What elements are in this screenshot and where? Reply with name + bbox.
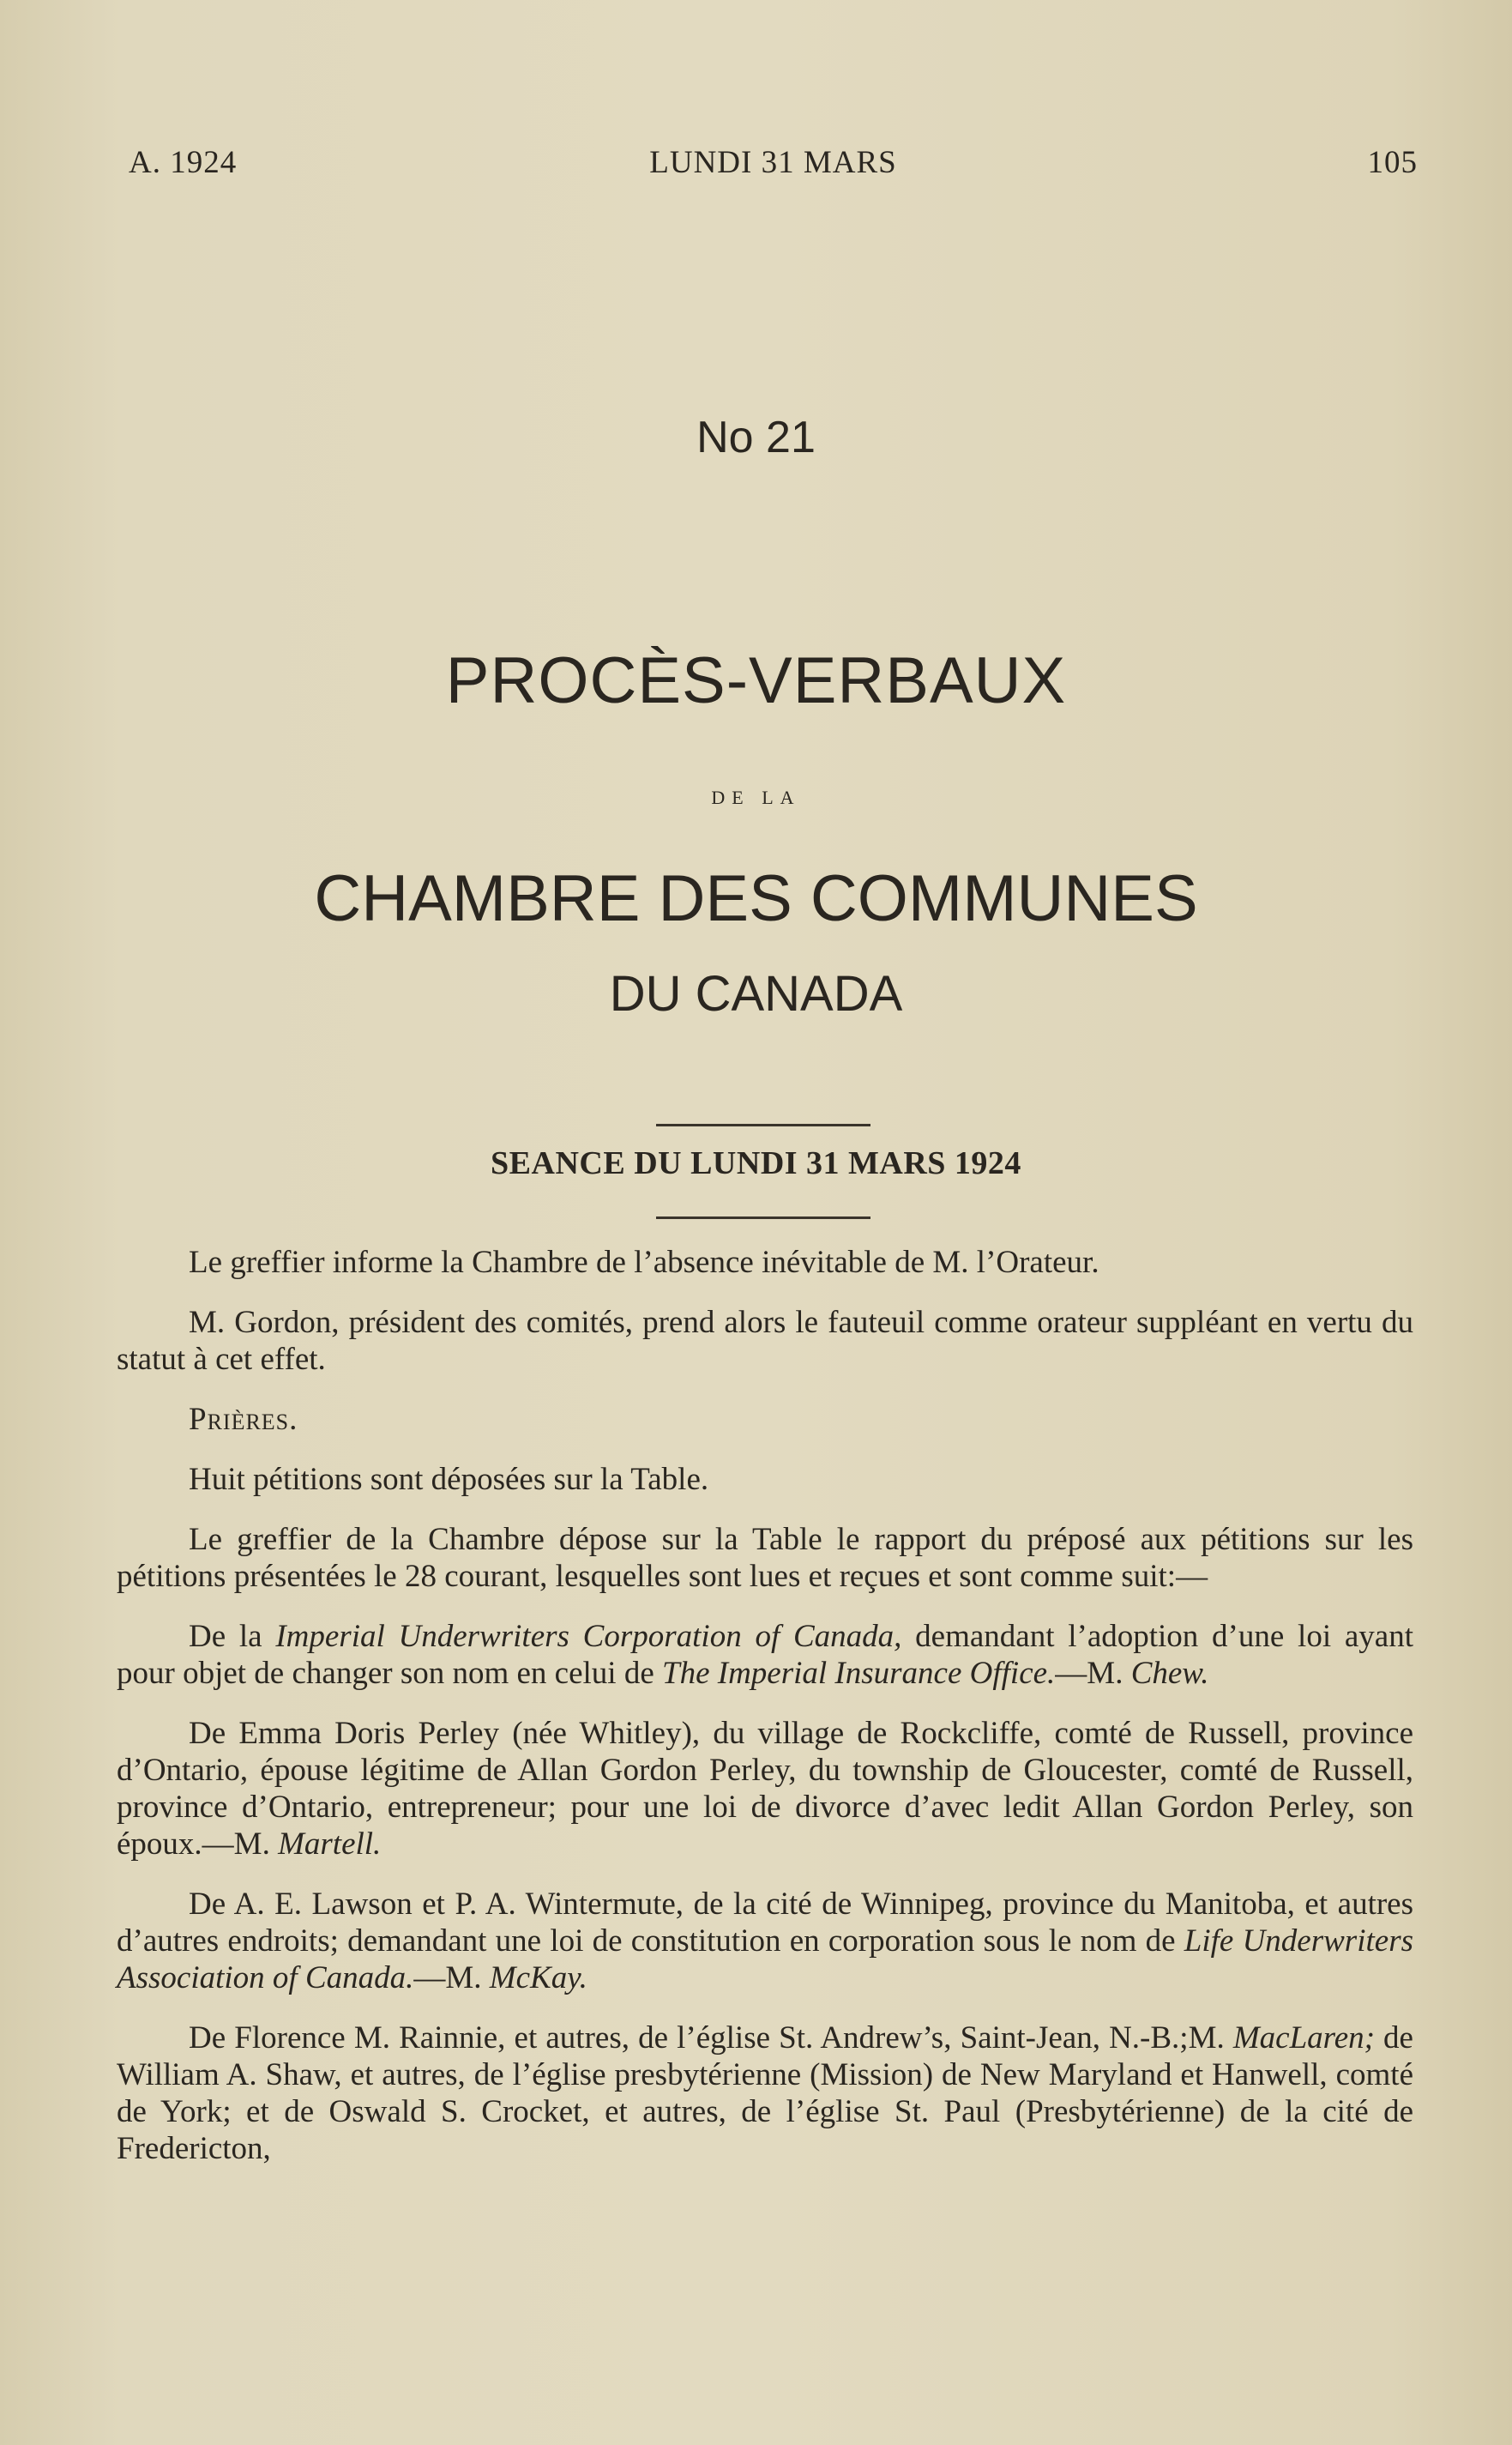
text-span: demandant l’adoption d’une loi ayant pour objet de changer son nom en celui de [117,1619,1413,1691]
text-span: De la [189,1619,276,1654]
paragraph-prayers [117,1401,1413,1438]
paragraph-deputy-speaker: M. Gordon, président des comités, prend alors le fauteuil comme orateur suppléant en vertu du statut à cet effet. [117,1305,1413,1377]
divider-top [656,1124,870,1126]
document-title: PROCÈS-VERBAUX [445,644,1067,717]
issue-number: No 21 [696,413,816,462]
chamber-name: CHAMBRE DES COMMUNES [314,862,1198,935]
text-span: de William A. Shaw, et autres, de l’église presbytérienne (Mission) de New Maryland et Hanwell, comté de York; et de Oswald S. Crocket, et autres, de l’église St. Paul (Presbytérienne) de la cité de Fredericton, [117,2020,1413,2166]
text-span: De A. E. Lawson et P. A. Wintermute, de la cité de Winnipeg, province du Manitoba, et autres d’autres endroits; demandant une loi de constitution en corporation sous le nom de [117,1887,1413,1959]
country-name: DU CANADA [609,966,903,1022]
text-span: De Florence M. Rainnie, et autres, de l’église St. Andrew’s, Saint-Jean, N.-B.;M. [189,2020,1233,2056]
divider-bottom [656,1216,870,1219]
minutes-body [117,1244,1413,2190]
header-date: LUNDI 31 MARS [649,145,897,180]
italic-span: Martell. [278,1826,382,1862]
paragraph-absence: Le greffier informe la Chambre de l’absence inévitable de M. l’Orateur. [189,1245,1099,1280]
petition-imperial [117,1618,1413,1692]
italic-span: Chew. [1130,1656,1209,1691]
text-span: De Emma Doris Perley (née Whitley), du village de Rockcliffe, comté de Russell, province d’Ontario, épouse légitime de Allan Gordon Perley, du township de Gloucester, comté de Russell, province d’Ontario, entrepreneur; pour une loi de divorce d’avec ledit Allan Gordon Perley, son époux.—M. [117,1716,1413,1862]
petition-perley [117,1715,1413,1862]
italic-span: MacLaren; [1232,2020,1375,2056]
italic-span: The Imperial Insurance Office. [662,1656,1056,1691]
italic-span: Life Underwriters Association of Canada. [117,1923,1413,1995]
petition-lawson [117,1886,1413,1996]
paragraph-clerk-report: Le greffier de la Chambre dépose sur la Table le rapport du préposé aux pétitions sur les pétitions présentées le 28 courant, lesquelles sont lues et reçues et sont comme suit:— [117,1522,1413,1594]
italic-span: McKay. [489,1960,587,1995]
title-connector: DE LA [711,787,801,808]
petition-rainnie [117,2019,1413,2167]
italic-span: Imperial Underwriters Corporation of Canada, [275,1619,902,1654]
session-heading: SEANCE DU LUNDI 31 MARS 1924 [491,1145,1021,1181]
text-span: —M. [413,1960,490,1995]
paragraph-petitions-count: Huit pétitions sont déposées sur la Table. [189,1462,709,1497]
text-span: —M. [1055,1656,1131,1691]
page-number: 105 [1367,145,1418,180]
prayers-label: Prières. [189,1402,298,1437]
running-header [129,144,1418,187]
header-year: A. 1924 [129,145,238,180]
